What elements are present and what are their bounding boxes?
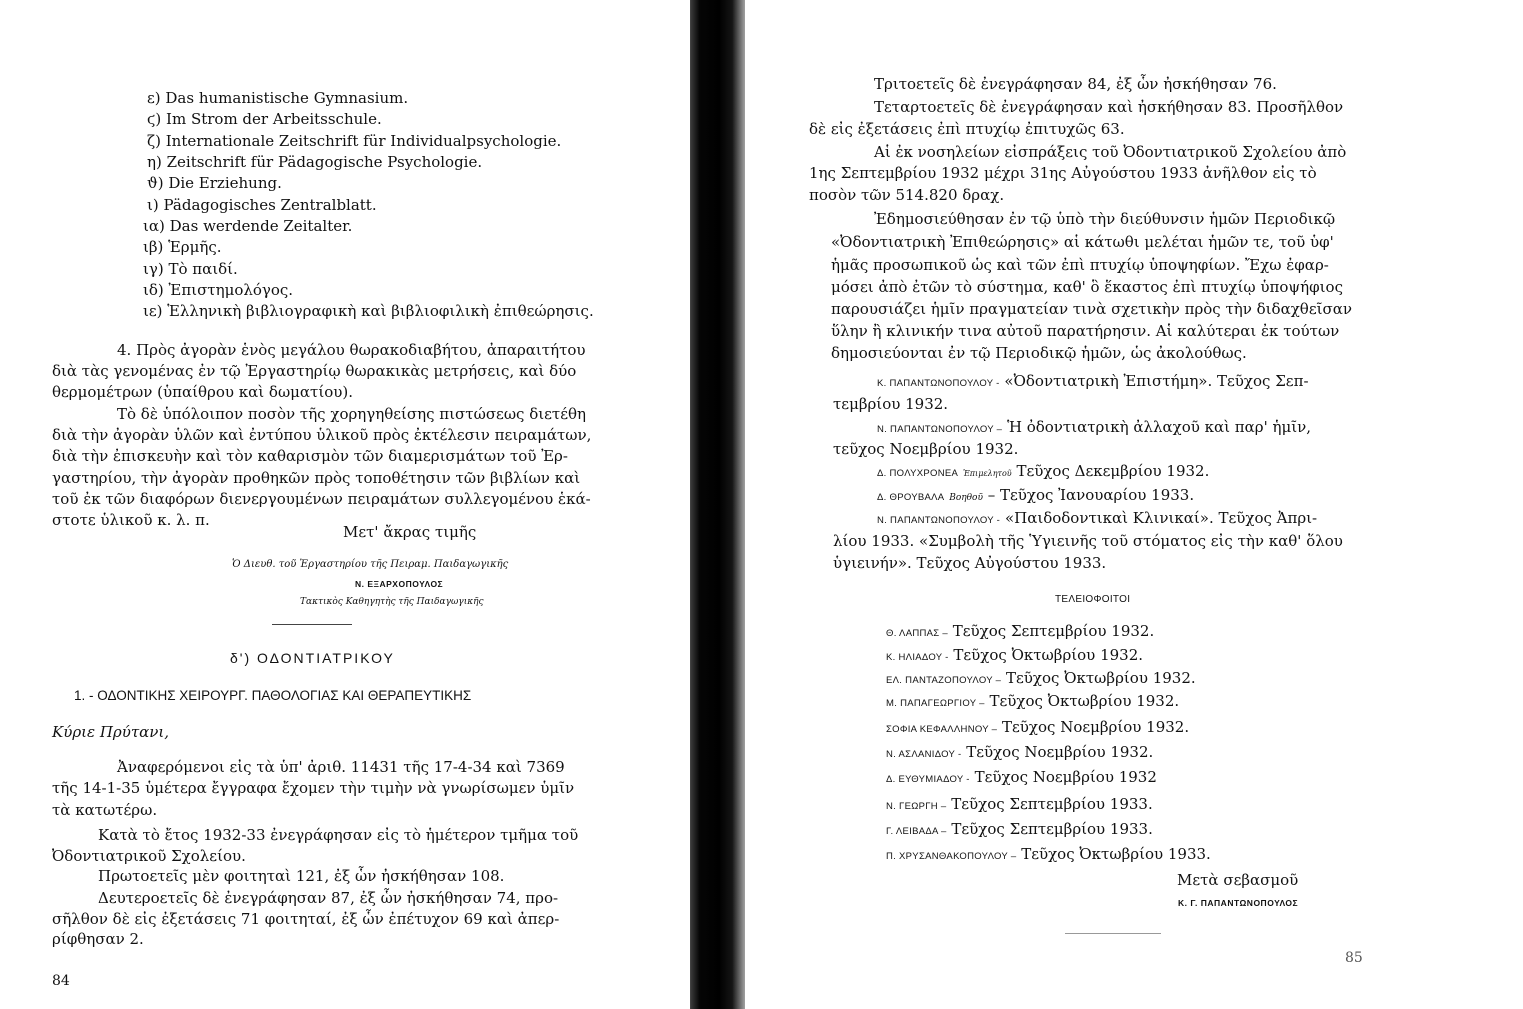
graduate-entry — [886, 669, 1196, 690]
graduate-entry — [886, 795, 1153, 816]
graduate-entry — [886, 718, 1189, 739]
text-line: δὲ εἰς ἐξετάσεις ἐπὶ πτυχίῳ ἐπιτυχῶς 63. — [809, 120, 1125, 138]
text-line: Τεταρτοετεῖς δὲ ἐνεγράφησαν καὶ ἠσκήθησαν 83. Προσῆλθον — [874, 98, 1344, 116]
graduate-name: Ν. ΓΕΩΡΓΗ – — [886, 801, 947, 812]
graduate-name: Μ. ΠΑΠΑΓΕΩΡΓΙΟΥ – — [886, 698, 985, 709]
publication-text: τεῦχος Νοεμβρίου 1932. — [833, 440, 1019, 458]
text-line: τοῦ ἐκ τῶν διαφόρων διενεργουμένων πειραμάτων συλλεγομένου ἑκά- — [52, 490, 591, 508]
graduate-name: Π. ΧΡΥΣΑΝΘΑΚΟΠΟΥΛΟΥ – — [886, 851, 1017, 862]
publication-entry — [833, 532, 1343, 550]
graduate-name: Θ. ΛΑΠΠΑΣ – — [886, 628, 948, 639]
text-line: δημοσιεύονται ἐν τῷ Περιοδικῷ ἡμῶν, ὡς ἀκολούθως. — [831, 344, 1247, 362]
text-line: παρουσιάζει ἡμῖν πραγματείαν τινὰ σχετικὴν πρὸς τὴν διδαχθεῖσαν — [831, 300, 1352, 318]
graduate-issue: Τεῦχος Νοεμβρίου 1932 — [974, 768, 1157, 786]
text-line: θερμομέτρων (ὑπαίθρου καὶ δωματίου). — [52, 383, 354, 401]
publication-text: ὑγιεινήν». Τεῦχος Αὐγούστου 1933. — [833, 554, 1107, 572]
text-line: 4. Πρὸς ἀγορὰν ἑνὸς μεγάλου θωρακοδιαβήτου, ἀπαραιτήτου — [117, 341, 586, 359]
graduate-issue: Τεῦχος Ὀκτωβρίου 1933. — [1021, 845, 1211, 863]
graduate-issue: Τεῦχος Ὀκτωβρίου 1932. — [1006, 669, 1196, 687]
text-line: Δευτεροετεῖς δὲ ἐνεγράφησαν 87, ἐξ ὧν ἠσκήθησαν 74, προ- — [98, 889, 559, 907]
signature-name: Ν. ΕΞΑΡΧΟΠΟΥΛΟΣ — [355, 579, 444, 589]
list-item: ι) Pädagogisches Zentralblatt. — [147, 196, 377, 214]
text-line: Ἐδημοσιεύθησαν ἐν τῷ ὑπὸ τὴν διεύθυνσιν ἡμῶν Περιοδικῷ — [874, 210, 1336, 228]
text-line: τῆς 14-1-35 ὑμέτερα ἔγγραφα ἔχομεν τὴν τιμὴν νὰ γνωρίσωμεν ὑμῖν — [52, 779, 575, 797]
author-name: Ν. ΠΑΠΑΝΤΩΝΟΠΟΥΛΟΥ – — [877, 424, 1003, 435]
page-number: 84 — [52, 973, 70, 989]
signature-name: Κ. Γ. ΠΑΠΑΝΤΩΝΟΠΟΥΛΟΣ — [1178, 898, 1299, 908]
graduates-heading: ΤΕΛΕΙΟΦΟΙΤΟΙ — [1055, 594, 1131, 605]
graduate-issue: Τεῦχος Σεπτεμβρίου 1932. — [952, 622, 1155, 640]
text-line: διὰ τὴν ἐπισκευὴν καὶ τὸν καθαρισμὸν τῶν διαμερισμάτων τοῦ Ἐρ- — [52, 447, 568, 465]
publication-entry — [877, 372, 1309, 393]
text-line: στοτε ὑλικοῦ κ. λ. π. — [52, 511, 210, 529]
graduate-issue: Τεῦχος Νοεμβρίου 1932. — [966, 743, 1154, 761]
text-line: Τὸ δὲ ὑπόλοιπον ποσὸν τῆς χορηγηθείσης πιστώσεως διετέθη — [117, 405, 586, 423]
publication-text: «Παιδοδοντικαὶ Κλινικαί». Τεῦχος Ἀπρι- — [1004, 509, 1318, 527]
graduate-name: ΣΟΦΙΑ ΚΕΦΑΛΛΗΝΟΥ – — [886, 724, 998, 735]
graduate-entry — [886, 743, 1153, 764]
graduate-issue: Τεῦχος Ὀκτωβρίου 1932. — [989, 692, 1180, 710]
text-line: Τριτοετεῖς δὲ ἐνεγράφησαν 84, ἐξ ὧν ἠσκήθησαν 76. — [874, 75, 1277, 93]
graduate-entry — [886, 692, 1179, 713]
text-line: διὰ τὰς γενομένας ἐν τῷ Ἐργαστηρίῳ θωρακικὰς μετρήσεις, καὶ δύο — [52, 362, 577, 380]
text-line: Αἱ ἐκ νοσηλείων εἰσπράξεις τοῦ Ὀδοντιατρικοῦ Σχολείου ἀπὸ — [874, 143, 1347, 161]
list-item: ϑ) Die Erziehung. — [147, 174, 282, 192]
graduate-name: Δ. ΕΥΘΥΜΙΑΔΟΥ - — [886, 774, 970, 785]
graduate-name: Γ. ΛΕΙΒΑΔΑ – — [886, 826, 947, 837]
text-line: ἡμᾶς προσωπικοῦ ὡς καὶ τῶν ἐπὶ πτυχίῳ ὑποψηφίων. Ἔχω ἐφαρ- — [831, 256, 1329, 274]
list-item: ια) Das werdende Zeitalter. — [143, 217, 353, 235]
text-line: γαστηρίου, τὴν ἀγορὰν προθηκῶν πρὸς τοποθέτησιν τῶν βιβλίων καὶ — [52, 469, 581, 487]
publication-text: «Ὀδοντιατρικὴ Ἐπιστήμη». Τεῦχος Σεπ- — [1004, 372, 1309, 390]
salutation: Κύριε Πρύτανι, — [52, 723, 170, 741]
text-line: Ἀναφερόμενοι εἰς τὰ ὑπ' ἀριθ. 11431 τῆς 17-4-34 καὶ 7369 — [117, 758, 565, 776]
publication-text: τεμβρίου 1932. — [833, 395, 949, 413]
author-name: Δ. ΠΟΛΥΧΡΟΝΕΑ — [877, 468, 959, 479]
publication-text: Τεῦχος Δεκεμβρίου 1932. — [1016, 462, 1210, 480]
text-line: ποσὸν τῶν 514.820 δραχ. — [809, 186, 1005, 204]
graduate-entry — [886, 646, 1143, 667]
closing-salutation: Μετὰ σεβασμοῦ — [1177, 871, 1299, 889]
graduate-entry — [886, 768, 1157, 789]
graduate-issue: Τεῦχος Σεπτεμβρίου 1933. — [951, 795, 1153, 813]
text-line: σῆλθον δὲ εἰς ἐξετάσεις 71 φοιτηταί, ἐξ ὧν ἐπέτυχον 69 καὶ ἀπερ- — [52, 910, 560, 928]
graduate-name: Κ. ΗΛΙΑΔΟΥ - — [886, 652, 949, 663]
text-line: τὰ κατωτέρω. — [52, 801, 158, 819]
list-item: ιδ) Ἐπιστημολόγος. — [143, 281, 294, 299]
page-number: 85 — [1345, 950, 1363, 966]
graduate-issue: Τεῦχος Σεπτεμβρίου 1933. — [951, 820, 1153, 838]
graduate-name: ΕΛ. ΠΑΝΤΑΖΟΠΟΥΛΟΥ – — [886, 675, 1002, 686]
author-name: Ν. ΠΑΠΑΝΤΩΝΟΠΟΥΛΟΥ - — [877, 515, 1001, 526]
list-item: ζ) Internationale Zeitschrift für Individualpsychologie. — [147, 132, 562, 150]
text-line: Ὀδοντιατρικοῦ Σχολείου. — [52, 847, 246, 865]
text-line: διὰ τὴν ἀγορὰν ὑλῶν καὶ ἐντύπου ὑλικοῦ πρὸς ἐκτέλεσιν πειραμάτων, — [52, 426, 592, 444]
graduate-entry — [886, 820, 1153, 841]
list-item: ιγ) Τὸ παιδί. — [143, 260, 238, 278]
subsection-heading: 1. - ΟΔΟΝΤΙΚΗΣ ΧΕΙΡΟΥΡΓ. ΠΑΘΟΛΟΓΙΑΣ ΚΑΙ ΘΕΡΑΠΕΥΤΙΚΗΣ — [74, 688, 472, 703]
signature-role: Τακτικὸς Καθηγητὴς τῆς Παιδαγωγικῆς — [300, 597, 484, 607]
closing-salutation: Μετ' ἄκρας τιμῆς — [343, 523, 477, 541]
publication-entry — [877, 486, 1194, 507]
publication-entry — [833, 440, 1018, 458]
text-line: μόσει ἀπὸ ἐτῶν τὸ σύστημα, καθ' ὃ ἕκαστος ἐπὶ πτυχίῳ ὑποψήφιος — [831, 278, 1343, 296]
publication-text: Ἡ ὀδοντιατρικὴ ἀλλαχοῦ καὶ παρ' ἡμῖν, — [1007, 418, 1311, 436]
list-item: ϛ) Im Strom der Arbeitsschule. — [147, 110, 382, 128]
author-role: Βοηθοῦ — [949, 493, 983, 503]
text-line: Κατὰ τὸ ἔτος 1932-33 ἐνεγράφησαν εἰς τὸ ἡμέτερον τμῆμα τοῦ — [98, 826, 579, 844]
signature-title: Ὁ Διευθ. τοῦ Ἐργαστηρίου τῆς Πειραμ. Παιδαγωγικῆς — [232, 559, 509, 570]
graduate-issue: Τεῦχος Νοεμβρίου 1932. — [1002, 718, 1190, 736]
publication-entry — [833, 554, 1106, 572]
text-line: Πρωτοετεῖς μὲν φοιτηταὶ 121, ἐξ ὧν ἠσκήθησαν 108. — [98, 867, 505, 885]
list-item: ιε) Ἑλληνικὴ βιβλιογραφικὴ καὶ βιβλιοφιλικὴ ἐπιθεώρησις. — [143, 302, 594, 320]
graduate-name: Ν. ΑΣΛΑΝΙΔΟΥ - — [886, 749, 962, 760]
divider — [272, 624, 352, 625]
list-item: ιβ) Ἑρμῆς. — [143, 238, 222, 256]
graduate-issue: Τεῦχος Ὀκτωβρίου 1932. — [953, 646, 1144, 664]
publication-entry — [833, 395, 948, 413]
author-name: Κ. ΠΑΠΑΝΤΩΝΟΠΟΥΛΟΥ - — [877, 378, 1000, 389]
section-heading: δ') ΟΔΟΝΤΙΑΤΡΙΚΟΥ — [230, 650, 395, 666]
publication-text: – Τεῦχος Ἰανουαρίου 1933. — [987, 486, 1195, 504]
divider — [1065, 933, 1161, 934]
graduate-entry — [886, 622, 1154, 643]
text-line: ὕλην ἢ κλινικήν τινα αὐτοῦ παρατήρησιν. Αἱ καλύτεραι ἐκ τούτων — [831, 322, 1340, 340]
text-line: «Ὀδοντιατρικὴ Ἐπιθεώρησις» αἱ κάτωθι μελέται ἡμῶν τε, τοῦ ὑφ' — [831, 233, 1334, 251]
right-page — [745, 0, 1523, 1009]
publication-text: λίου 1933. «Συμβολὴ τῆς Ὑγιεινῆς τοῦ στόματος εἰς τὴν καθ' ὅλου — [833, 532, 1343, 550]
publication-entry — [877, 509, 1317, 530]
left-page — [0, 0, 690, 1009]
publication-entry — [877, 462, 1209, 483]
graduate-entry — [886, 845, 1211, 866]
publication-entry — [877, 418, 1311, 439]
author-role: Ἐπιμελητοῦ — [962, 469, 1012, 478]
list-item: η) Zeitschrift für Pädagogische Psychologie. — [147, 153, 483, 171]
text-line: ρίφθησαν 2. — [52, 930, 144, 948]
text-line: 1ης Σεπτεμβρίου 1932 μέχρι 31ης Αὐγούστου 1933 ἀνῆλθον εἰς τὸ — [809, 164, 1317, 182]
author-name: Δ. ΘΡΟΥΒΑΛΑ — [877, 492, 945, 503]
list-item: ε) Das humanistische Gymnasium. — [147, 89, 409, 107]
